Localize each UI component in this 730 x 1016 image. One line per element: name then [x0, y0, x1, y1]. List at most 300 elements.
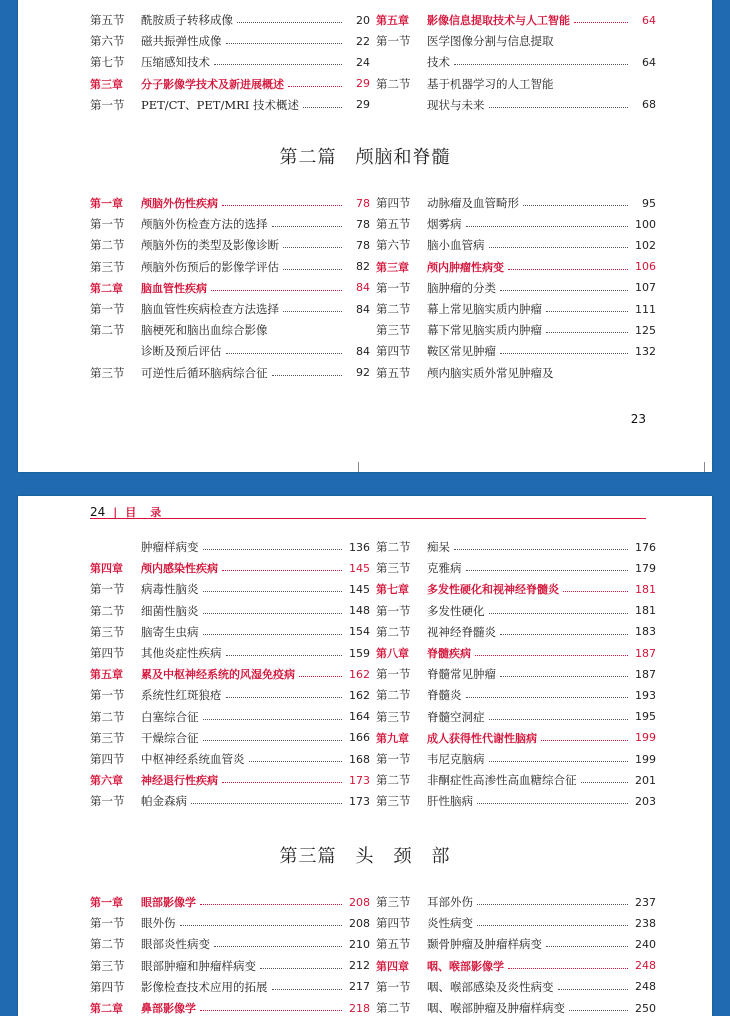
entry-title: 神经退行性疾病	[141, 774, 218, 788]
entry-label: 第一节	[90, 794, 125, 809]
toc-chapter-entry[interactable]	[90, 770, 370, 790]
running-head-title: 目录	[125, 506, 176, 519]
toc-section-entry[interactable]	[376, 998, 656, 1016]
entry-label: 第六章	[90, 774, 123, 788]
toc-section-entry[interactable]	[90, 791, 370, 811]
leader-dots	[283, 246, 342, 248]
toc-section-entry[interactable]	[90, 749, 370, 769]
toc-section-entry[interactable]	[376, 892, 656, 912]
leader-dots	[574, 21, 628, 23]
top-right-col	[376, 193, 656, 393]
entry-title: 多发性硬化和视神经脊髓炎	[427, 583, 559, 597]
toc-chapter-entry[interactable]	[90, 74, 370, 94]
toc-chapter-entry[interactable]	[90, 998, 370, 1016]
entry-label: 第一章	[90, 896, 123, 909]
entry-title: 成人获得性代谢性脑病	[427, 731, 537, 745]
toc-section-entry[interactable]	[376, 537, 656, 557]
leader-dots	[546, 331, 628, 333]
entry-page-number: 238	[635, 916, 656, 930]
part-title-3: 第三篇 头 颈 部	[279, 846, 451, 867]
entry-title: 系统性红斑狼疮	[141, 688, 222, 703]
entry-page-number: 29	[356, 98, 370, 112]
entry-label: 第一章	[90, 197, 123, 210]
entry-label: 第一节	[90, 97, 125, 112]
entry-title: 痴呆	[427, 540, 450, 554]
entry-label: 第一节	[90, 688, 125, 703]
entry-label: 第二节	[90, 709, 125, 724]
entry-label: 第二节	[376, 302, 411, 316]
crop-mark	[704, 462, 705, 472]
entry-page-number: 145	[349, 561, 370, 575]
entry-page-number: 168	[349, 752, 370, 766]
entry-page-number: 106	[635, 260, 656, 274]
toc-chapter-entry[interactable]	[376, 643, 656, 663]
entry-label: 第二章	[90, 1002, 123, 1015]
entry-title: 脑血管性疾病	[141, 281, 207, 295]
entry-page-number: 187	[635, 667, 656, 681]
entry-page-number: 68	[642, 98, 656, 112]
leader-dots	[477, 903, 628, 905]
toc-section-entry[interactable]	[376, 235, 656, 255]
leader-dots	[546, 945, 628, 947]
entry-page-number: 210	[349, 937, 370, 951]
entry-title: 现状与未来	[427, 97, 485, 112]
leader-dots	[226, 654, 343, 656]
leader-dots	[203, 612, 343, 614]
entry-title: 脊髓疾病	[427, 647, 471, 660]
toc-section-entry[interactable]	[376, 558, 656, 578]
entry-label: 第九章	[376, 731, 409, 745]
entry-title: 可逆性后循环脑病综合征	[141, 365, 268, 380]
entry-title: 颅内肿瘤性病变	[427, 260, 504, 274]
entry-title: 脊髓常见肿瘤	[427, 667, 496, 682]
entry-page-number: 64	[642, 13, 656, 27]
bottom-right-col-2	[376, 892, 656, 1016]
toc-section-entry[interactable]	[90, 320, 370, 340]
toc-section-entry[interactable]	[90, 31, 370, 51]
entry-title: 干燥综合征	[141, 730, 199, 745]
entry-title: 克雅病	[427, 561, 462, 576]
leader-dots	[288, 85, 342, 87]
entry-title: 医学图像分割与信息提取	[427, 34, 554, 49]
leader-dots	[272, 225, 343, 227]
entry-title: 肝性脑病	[427, 794, 473, 809]
entry-page-number: 100	[635, 217, 656, 231]
leader-dots	[475, 654, 628, 656]
header-rule	[90, 518, 646, 519]
entry-page-number: 179	[635, 561, 656, 575]
leader-dots	[454, 548, 628, 550]
entry-label: 第四节	[376, 344, 411, 359]
toc-section-entry[interactable]	[90, 934, 370, 954]
entry-label: 第三节	[90, 958, 125, 973]
toc-section-entry[interactable]	[376, 622, 656, 642]
toc-section-entry[interactable]	[90, 977, 370, 997]
toc-section-entry[interactable]	[90, 52, 370, 72]
leader-dots	[203, 718, 343, 720]
toc-section-entry[interactable]	[90, 579, 370, 599]
entry-label: 第四节	[90, 752, 125, 766]
toc-section-entry[interactable]	[90, 728, 370, 748]
leader-dots	[222, 204, 342, 206]
entry-title: 中枢神经系统血管炎	[141, 752, 245, 766]
toc-section-entry[interactable]	[376, 913, 656, 933]
entry-label: 第三节	[376, 895, 411, 909]
toc-page-24	[18, 496, 712, 1016]
entry-title: 颅脑外伤性疾病	[141, 197, 218, 210]
entry-page-number: 136	[349, 540, 370, 554]
leader-dots	[508, 967, 628, 969]
leader-dots	[500, 675, 628, 677]
toc-section-entry[interactable]	[90, 622, 370, 642]
entry-label: 第四章	[90, 562, 123, 576]
entry-label: 第四节	[90, 979, 125, 994]
entry-page-number: 82	[356, 260, 370, 274]
leader-dots	[489, 106, 629, 108]
entry-title: 烟雾病	[427, 217, 462, 232]
leader-dots	[299, 675, 342, 677]
toc-section-entry[interactable]	[376, 193, 656, 213]
entry-title: 磁共振弹性成像	[141, 34, 222, 49]
entry-page-number: 84	[356, 344, 370, 358]
leader-dots	[222, 781, 342, 783]
leader-dots	[272, 374, 343, 376]
entry-page-number: 148	[349, 604, 370, 618]
toc-chapter-entry[interactable]	[376, 10, 656, 30]
leader-dots	[541, 739, 628, 741]
entry-label: 第五章	[90, 668, 123, 682]
entry-label: 第四节	[376, 916, 411, 931]
toc-section-entry[interactable]	[90, 363, 370, 383]
toc-section-entry[interactable]	[90, 10, 370, 30]
entry-page-number: 159	[349, 646, 370, 660]
entry-page-number: 217	[349, 980, 370, 994]
entry-page-number: 199	[635, 752, 656, 766]
leader-dots	[508, 268, 628, 270]
entry-label: 第一节	[376, 752, 411, 766]
entry-label: 第五章	[376, 14, 409, 27]
entry-label: 第二节	[90, 603, 125, 618]
entry-label: 第三节	[376, 794, 411, 809]
entry-title: 脊髓炎	[427, 688, 462, 703]
entry-title: 颅脑外伤的类型及影像诊断	[141, 238, 279, 253]
entry-title: 基于机器学习的人工智能	[427, 76, 554, 91]
entry-page-number: 20	[356, 13, 370, 27]
entry-label: 第四节	[376, 196, 411, 210]
entry-page-number: 22	[356, 34, 370, 48]
entry-title: 幕上常见脑实质内肿瘤	[427, 302, 542, 316]
leader-dots	[546, 310, 628, 312]
leader-dots	[191, 802, 342, 804]
entry-label: 第二节	[376, 76, 411, 91]
entry-title: 帕金森病	[141, 794, 187, 809]
entry-title: 眼部炎性病变	[141, 937, 210, 952]
entry-label: 第三节	[90, 365, 125, 380]
leader-dots	[237, 21, 342, 23]
toc-section-entry[interactable]	[90, 956, 370, 976]
entry-label: 第二节	[90, 937, 125, 952]
toc-section-entry[interactable]	[90, 643, 370, 663]
entry-page-number: 208	[349, 916, 370, 930]
toc-section-entry[interactable]	[376, 977, 656, 997]
leader-dots	[226, 352, 343, 354]
entry-title: 诊断及预后评估	[141, 344, 222, 359]
toc-chapter-entry[interactable]	[376, 956, 656, 976]
entry-page-number: 166	[349, 731, 370, 745]
entry-label: 第二节	[376, 1001, 411, 1015]
running-head-separator: |	[113, 505, 118, 519]
toc-chapter-entry[interactable]	[376, 728, 656, 748]
entry-label: 第一节	[376, 280, 411, 295]
entry-page-number: 181	[635, 604, 656, 618]
entry-page-number: 162	[349, 688, 370, 702]
entry-page-number: 201	[635, 773, 656, 787]
entry-title: 脑肿瘤的分类	[427, 280, 496, 295]
entry-label: 第二节	[376, 624, 411, 639]
entry-title: 幕下常见脑实质内肿瘤	[427, 323, 542, 338]
toc-section-entry[interactable]	[376, 664, 656, 684]
entry-title: 耳部外伤	[427, 895, 473, 909]
toc-chapter-entry[interactable]	[90, 664, 370, 684]
toc-section-entry[interactable]	[376, 74, 656, 94]
entry-label: 第三节	[90, 730, 125, 745]
leader-dots	[569, 1009, 628, 1011]
entry-title: 咽、喉部影像学	[427, 959, 504, 973]
toc-section-entry[interactable]	[90, 95, 370, 115]
leader-dots	[466, 225, 629, 227]
toc-section-entry[interactable]	[376, 341, 656, 361]
entry-label: 第二章	[90, 281, 123, 295]
toc-chapter-entry[interactable]	[90, 892, 370, 912]
entry-page-number: 164	[349, 710, 370, 724]
entry-title: 细菌性脑炎	[141, 603, 199, 618]
entry-title: 颞骨肿瘤及肿瘤样病变	[427, 937, 542, 952]
entry-title: 非酮症性高渗性高血糖综合征	[427, 773, 577, 788]
entry-title: 白塞综合征	[141, 709, 199, 724]
toc-section-entry[interactable]	[376, 320, 656, 340]
entry-label: 第三章	[376, 260, 409, 274]
entry-page-number: 132	[635, 344, 656, 358]
toc-section-entry[interactable]	[90, 601, 370, 621]
entry-title: 眼外伤	[141, 916, 176, 931]
entry-page-number: 208	[349, 895, 370, 909]
entry-page-number: 64	[642, 55, 656, 69]
entry-label: 第二节	[90, 323, 125, 338]
entry-label: 第一节	[90, 916, 125, 931]
toc-chapter-entry[interactable]	[376, 257, 656, 277]
entry-page-number: 92	[356, 366, 370, 380]
entry-page-number: 199	[635, 731, 656, 745]
leader-dots	[203, 590, 343, 592]
leader-dots	[500, 352, 628, 354]
leader-dots	[477, 924, 628, 926]
entry-page-number: 111	[635, 302, 656, 316]
toc-section-entry[interactable]	[90, 913, 370, 933]
toc-section-entry[interactable]	[376, 934, 656, 954]
leader-dots	[203, 633, 343, 635]
entry-title: 脑梗死和脑出血综合影像	[141, 323, 268, 338]
entry-label: 第二节	[376, 540, 411, 554]
entry-title: 韦尼克脑病	[427, 752, 485, 766]
entry-title: 影像检查技术应用的拓展	[141, 979, 268, 994]
entry-title: 影像信息提取技术与人工智能	[427, 14, 570, 27]
entry-page-number: 240	[635, 937, 656, 951]
entry-title: 颅脑外伤检查方法的选择	[141, 217, 268, 232]
leader-dots	[222, 569, 342, 571]
entry-page-number: 212	[349, 959, 370, 973]
toc-chapter-entry[interactable]	[90, 558, 370, 578]
toc-section-entry[interactable]	[376, 363, 656, 383]
entry-title: 动脉瘤及血管畸形	[427, 196, 519, 210]
entry-title: 技术	[427, 55, 450, 70]
leader-dots	[203, 548, 343, 550]
toc-page-23	[18, 0, 712, 472]
bottom-left-col-2	[90, 892, 370, 1016]
leader-dots	[303, 106, 342, 108]
toc-chapter-entry[interactable]	[90, 278, 370, 298]
toc-section-entry[interactable]	[90, 707, 370, 727]
entry-title: 其他炎症性疾病	[141, 646, 222, 660]
entry-page-number: 176	[635, 540, 656, 554]
entry-label: 第八章	[376, 647, 409, 660]
entry-page-number: 78	[356, 196, 370, 210]
toc-section-entry[interactable]	[376, 299, 656, 319]
entry-title: 脊髓空洞症	[427, 709, 485, 724]
leader-dots	[489, 760, 629, 762]
entry-page-number: 162	[349, 667, 370, 681]
top-right-col-top	[376, 10, 656, 110]
entry-title: 鞍区常见肿瘤	[427, 344, 496, 359]
entry-label: 第三节	[90, 259, 125, 274]
toc-continuation-line[interactable]	[90, 341, 370, 361]
leader-dots	[500, 289, 628, 291]
entry-title: 颅内感染性疾病	[141, 562, 218, 576]
entry-label: 第一节	[376, 603, 411, 618]
toc-section-entry[interactable]	[376, 278, 656, 298]
entry-label: 第六节	[376, 238, 411, 253]
entry-page-number: 195	[635, 710, 656, 724]
entry-label: 第七章	[376, 583, 409, 597]
entry-label: 第一节	[90, 302, 125, 316]
leader-dots	[283, 268, 342, 270]
toc-continuation-line[interactable]	[376, 95, 656, 115]
entry-title: 咽、喉部感染及炎性病变	[427, 979, 554, 994]
entry-label: 第四章	[376, 959, 409, 973]
entry-page-number: 250	[635, 1001, 656, 1015]
leader-dots	[489, 718, 629, 720]
leader-dots	[260, 967, 342, 969]
entry-title: 酰胺质子转移成像	[141, 13, 233, 27]
leader-dots	[180, 924, 343, 926]
entry-title: 鼻部影像学	[141, 1002, 196, 1015]
leader-dots	[200, 903, 342, 905]
entry-label: 第二节	[376, 688, 411, 703]
leader-dots	[214, 63, 342, 65]
leader-dots	[563, 590, 628, 592]
entry-label: 第五节	[376, 937, 411, 952]
entry-label: 第五节	[376, 217, 411, 232]
toc-section-entry[interactable]	[376, 749, 656, 769]
leader-dots	[558, 988, 629, 990]
entry-page-number: 84	[356, 302, 370, 316]
toc-section-entry[interactable]	[376, 601, 656, 621]
entry-label: 第三节	[376, 561, 411, 576]
toc-section-entry[interactable]	[90, 685, 370, 705]
page-number: 24	[90, 505, 106, 519]
toc-section-entry[interactable]	[90, 214, 370, 234]
entry-title: 脑小血管病	[427, 238, 485, 253]
entry-page-number: 218	[349, 1001, 370, 1015]
entry-label: 第一节	[376, 667, 411, 682]
entry-title: 压缩感知技术	[141, 55, 210, 70]
entry-page-number: 237	[635, 895, 656, 909]
entry-page-number: 84	[356, 281, 370, 295]
entry-title: 眼部肿瘤和肿瘤样病变	[141, 958, 256, 973]
leader-dots	[203, 739, 343, 741]
entry-title: 炎性病变	[427, 916, 473, 931]
entry-page-number: 95	[642, 196, 656, 210]
entry-page-number: 125	[635, 323, 656, 337]
leader-dots	[454, 63, 628, 65]
top-left-col	[90, 193, 370, 393]
leader-dots	[466, 569, 629, 571]
entry-title: 眼部影像学	[141, 896, 196, 909]
toc-section-entry[interactable]	[90, 235, 370, 255]
toc-chapter-entry[interactable]	[376, 579, 656, 599]
entry-page-number: 173	[349, 794, 370, 808]
toc-section-entry[interactable]	[376, 214, 656, 234]
entry-label: 第二节	[376, 773, 411, 788]
leader-dots	[272, 988, 343, 990]
leader-dots	[489, 246, 629, 248]
entry-page-number: 24	[356, 55, 370, 69]
entry-page-number: 78	[356, 238, 370, 252]
entry-page-number: 193	[635, 688, 656, 702]
toc-chapter-entry[interactable]	[90, 193, 370, 213]
toc-continuation-line[interactable]	[90, 537, 370, 557]
entry-label: 第一节	[90, 582, 125, 597]
toc-section-entry[interactable]	[376, 707, 656, 727]
entry-label: 第二节	[90, 238, 125, 253]
toc-section-entry[interactable]	[376, 791, 656, 811]
toc-continuation-line[interactable]	[376, 52, 656, 72]
toc-section-entry[interactable]	[376, 685, 656, 705]
entry-page-number: 187	[635, 646, 656, 660]
entry-page-number: 154	[349, 625, 370, 639]
entry-title: 病毒性脑炎	[141, 582, 199, 597]
entry-title: 视神经脊髓炎	[427, 624, 496, 639]
toc-section-entry[interactable]	[376, 31, 656, 51]
entry-label: 第三章	[90, 77, 123, 91]
entry-label: 第四节	[90, 646, 125, 660]
entry-title: 颅脑外伤预后的影像学评估	[141, 259, 279, 274]
entry-label: 第一节	[376, 979, 411, 994]
entry-page-number: 181	[635, 582, 656, 596]
toc-section-entry[interactable]	[90, 257, 370, 277]
entry-label: 第三节	[90, 624, 125, 639]
entry-title: 脑血管性疾病检查方法选择	[141, 302, 279, 316]
toc-section-entry[interactable]	[90, 299, 370, 319]
entry-label: 第一节	[376, 34, 411, 49]
entry-title: 多发性硬化	[427, 603, 485, 618]
entry-label: 第三节	[376, 709, 411, 724]
leader-dots	[466, 696, 629, 698]
entry-label: 第六节	[90, 34, 125, 49]
entry-page-number: 107	[635, 281, 656, 295]
leader-dots	[523, 204, 628, 206]
entry-title: PET/CT、PET/MRI 技术概述	[141, 97, 299, 112]
toc-section-entry[interactable]	[376, 770, 656, 790]
